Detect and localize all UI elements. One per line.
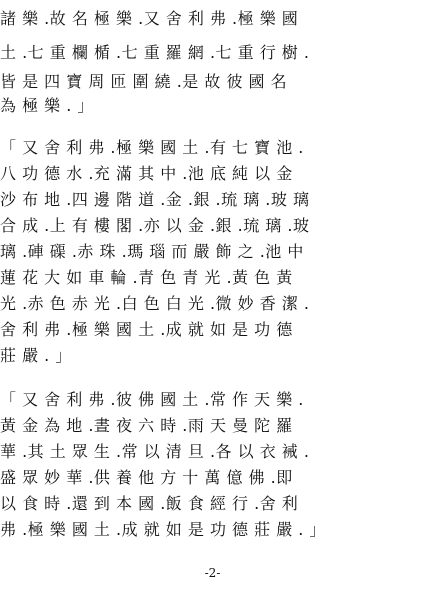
- text-line: 璃 .硨 磲 .赤 珠 .瑪 瑙 而 嚴 飾 之 .池 中: [0, 242, 304, 261]
- text-line: 莊 嚴 . 」: [0, 346, 72, 365]
- text-line: 諸 樂 .故 名 極 樂 .又 舍 利 弗 .極 樂 國: [0, 9, 299, 28]
- text-line: 華 .其 土 眾 生 .常 以 清 旦 .各 以 衣 裓 .: [0, 442, 310, 461]
- text-line: 為 極 樂 . 」: [0, 96, 94, 115]
- text-line: 沙 布 地 .四 邊 階 道 .金 .銀 .琉 璃 .玻 璃: [0, 190, 310, 209]
- text-line: 「 又 舍 利 弗 .彼 佛 國 土 .常 作 天 樂 .: [0, 390, 304, 409]
- text-line: 皆 是 四 寶 周 匝 圍 繞 .是 故 彼 國 名: [0, 72, 288, 91]
- text-line: 舍 利 弗 .極 樂 國 土 .成 就 如 是 功 德: [0, 320, 293, 339]
- text-line: 盛 眾 妙 華 .供 養 他 方 十 萬 億 佛 .即: [0, 468, 293, 487]
- text-line: 黃 金 為 地 .晝 夜 六 時 .雨 天 曼 陀 羅: [0, 416, 293, 435]
- text-line: 「 又 舍 利 弗 .極 樂 國 土 .有 七 寶 池 .: [0, 138, 304, 157]
- text-line: 弗 .極 樂 國 土 .成 就 如 是 功 德 莊 嚴 . 」: [0, 520, 326, 539]
- text-line: 以 食 時 .還 到 本 國 .飯 食 經 行 .舍 利: [0, 494, 299, 513]
- page-number: -2-: [204, 566, 221, 580]
- text-line: 光 .赤 色 赤 光 .白 色 白 光 .微 妙 香 潔 .: [0, 294, 310, 313]
- text-line: 八 功 德 水 .充 滿 其 中 .池 底 純 以 金: [0, 164, 293, 183]
- text-line: 蓮 花 大 如 車 輪 .青 色 青 光 .黃 色 黃: [0, 268, 293, 287]
- text-line: 土 .七 重 欄 楯 .七 重 羅 網 .七 重 行 樹 .: [0, 43, 310, 62]
- text-line: 合 成 .上 有 樓 閣 .亦 以 金 .銀 .琉 璃 .玻: [0, 216, 310, 235]
